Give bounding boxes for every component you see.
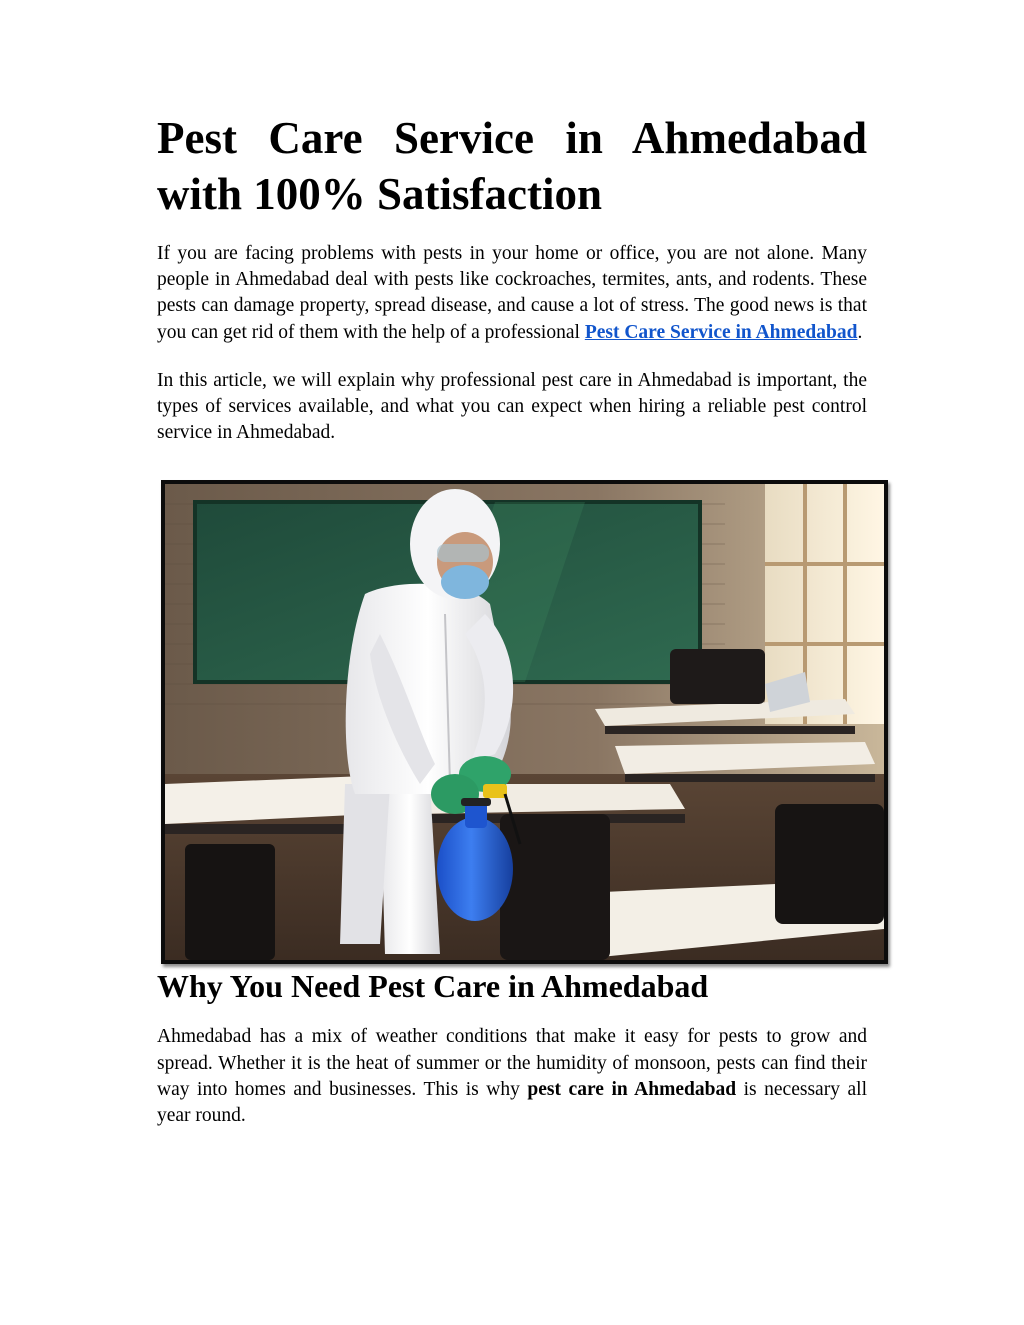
section-text: Ahmedabad has a mix of weather conditions that make it easy for pests to grow and spread. Whether it is the heat of summer or the humidity of monsoon, pests can find their way into homes and businesses. This is why [157,1026,867,1100]
section-paragraph [157,1024,867,1129]
intro-paragraph [157,241,867,346]
intro-text-end: . [857,321,863,343]
pest-control-photo [161,480,888,964]
section-heading: Why You Need Pest Care in Ahmedabad [157,968,709,1005]
intro-text: If you are facing problems with pests in your home or office, you are not alone. Many people in Ahmedabad deal with pests like cockroaches, termites, ants, and rodents. These pests can damage property, spread disease, and cause a lot of stress. The good news is that you can get rid of them with the help of a professional [157,243,867,343]
page-title: Pest Care Service in Ahmedabad with 100% Satisfaction [157,113,867,219]
pest-control-illustration [165,484,884,960]
pest-care-service-link[interactable]: Pest Care Service in Ahmedabad [584,321,858,343]
section-text-end: is necessary all year round. [157,1078,867,1127]
article-paragraph: In this article, we will explain why professional pest care in Ahmedabad is important, the types of services available, and what you can expect when hiring a reliable pest control service in Ahmedabad. [157,369,867,444]
document-page [157,110,867,1129]
section-bold-text: pest care in Ahmedabad [527,1078,737,1100]
